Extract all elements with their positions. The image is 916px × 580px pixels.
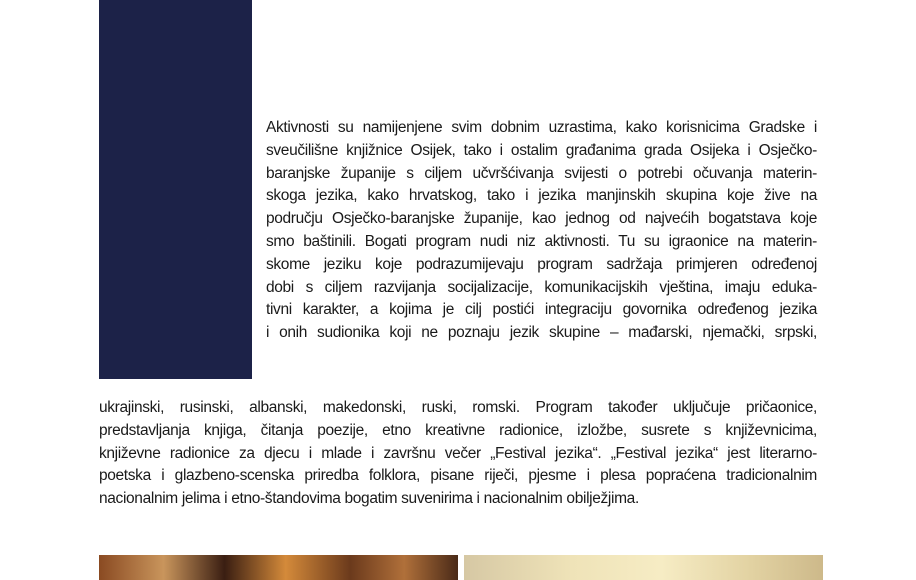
text-line: tivni karakter, a kojima je cilj postići integraciju govornika određenog jezika <box>266 301 817 319</box>
text-line: sveučilišne knjižnice Osijek, tako i ostalim građanima grada Osijeka i Osječko- <box>266 141 817 159</box>
text-line: književne radionice za djecu i mlade i završnu večer „Festival jezika“. „Festival jezika“ jest literarno- <box>99 444 817 462</box>
text-line: predstavljanja knjiga, čitanja poezije, etno kreativne radionice, izložbe, susrete s književnicima, <box>99 421 817 439</box>
text-line: Aktivnosti su namijenjene svim dobnim uzrastima, kako korisnicima Gradske i <box>266 119 817 136</box>
text-line: smo baštinili. Bogati program nudi niz aktivnosti. Tu su igraonice na materin- <box>266 232 817 250</box>
text-line: baranjske županije s ciljem učvršćivanja svijesti o potrebi očuvanja materin- <box>266 164 817 182</box>
paragraph-right-column <box>266 117 817 345</box>
decorative-navy-block <box>99 0 252 379</box>
text-line: nacionalnim jelima i etno-štandovima bogatim suvenirima i nacionalnim obilježjima. <box>99 490 639 508</box>
text-line: skoga jezika, kako hrvatskog, tako i jezika manjinskih skupina koje žive na <box>266 187 817 205</box>
photo-event-left <box>99 555 458 580</box>
text-line: dobi s ciljem razvijanja socijalizacije, komunikacijskih vještina, imaju eduka- <box>266 278 817 296</box>
paragraph-full-width <box>99 397 817 511</box>
text-line: području Osječko-baranjske županije, kao jednog od najvećih bogatstava koje <box>266 210 817 228</box>
photo-event-right <box>464 555 823 580</box>
text-line: ukrajinski, rusinski, albanski, makedonski, ruski, romski. Program također uključuje pričaonice, <box>99 399 817 416</box>
text-line: skome jeziku koje podrazumijevaju program sadržaja primjeren određenoj <box>266 255 817 273</box>
text-line: poetska i glazbeno-scenska priredba folklora, pisane riječi, pjesme i plesa popraćena tradicionalnim <box>99 467 817 485</box>
text-line: i onih sudionika koji ne poznaju jezik skupine – mađarski, njemački, srpski, <box>266 324 817 342</box>
